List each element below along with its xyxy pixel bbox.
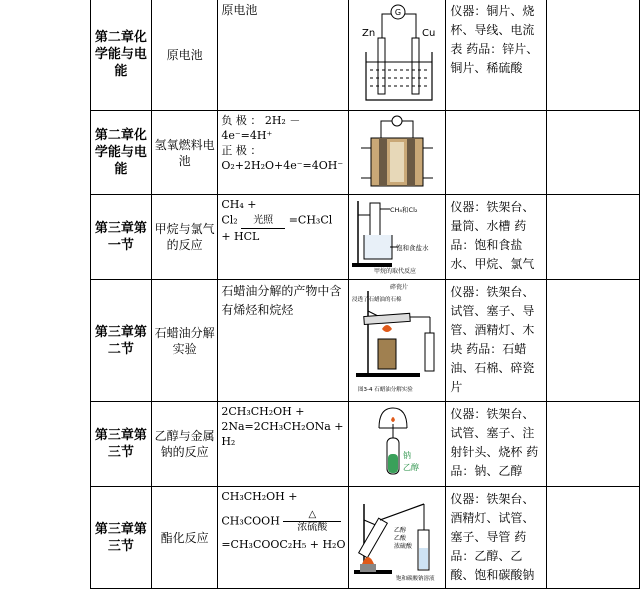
apparatus-image-cell bbox=[349, 195, 446, 280]
table-row bbox=[91, 280, 640, 402]
equation-cell bbox=[218, 487, 349, 589]
equation-cell bbox=[218, 0, 349, 111]
condition-text: 浓硫酸 bbox=[297, 522, 328, 533]
equation-line: 2Na=2CH₃CH₂ONa + bbox=[221, 420, 344, 433]
condition-text: 光照 bbox=[253, 215, 274, 226]
apparatus-image-cell bbox=[349, 487, 446, 589]
apparatus-image-cell bbox=[349, 111, 446, 195]
materials-cell bbox=[446, 111, 547, 195]
porcelain-label: 碎瓷片 bbox=[390, 283, 409, 291]
methane-chlorine-diagram bbox=[350, 195, 444, 275]
fuel-cell-diagram bbox=[357, 112, 437, 190]
topic-cell: 乙醇与金属钠的反应 bbox=[151, 402, 218, 487]
empty-cell bbox=[547, 195, 640, 280]
chapter-cell: 第二章化学能与电能 bbox=[91, 111, 152, 195]
equation-line: 石蜡油分解的产物中含有烯烃和烷烃 bbox=[221, 284, 342, 317]
galvanic-cell-diagram bbox=[352, 0, 442, 106]
acetic-acid-label: 乙酸 bbox=[394, 534, 407, 542]
experiment-table bbox=[90, 0, 640, 589]
equation-line: 正 极 ： bbox=[221, 144, 262, 157]
svg-text:G: G bbox=[395, 7, 402, 17]
reaction-condition bbox=[241, 212, 285, 229]
paraffin-cracking-diagram bbox=[350, 281, 444, 397]
equation-line bbox=[221, 212, 345, 229]
equation-line: 4e⁻=4H⁺ bbox=[221, 129, 273, 142]
chapter-cell: 第三章第一节 bbox=[91, 195, 152, 280]
equation-cell bbox=[218, 195, 349, 280]
diagram-caption: 甲烷的取代反应 bbox=[374, 268, 417, 275]
topic-cell: 氢氧燃料电池 bbox=[151, 111, 218, 195]
equation-product: =CH₃Cl bbox=[288, 213, 333, 227]
materials-cell: 仪器：铁架台、试管、塞子、注射针头、烧杯 药品：钠、乙醇 bbox=[446, 402, 547, 487]
materials-cell: 仪器：铁架台、量筒、水槽 药品：饱和食盐水、甲烷、氯气 bbox=[446, 195, 547, 280]
topic-cell: 石蜡油分解实验 bbox=[151, 280, 218, 402]
esterification-diagram bbox=[350, 490, 444, 582]
chapter-cell: 第三章第二节 bbox=[91, 280, 152, 402]
equation-line: + HCL bbox=[221, 230, 260, 243]
sulfuric-acid-label: 浓硫酸 bbox=[394, 542, 413, 550]
table-row bbox=[91, 111, 640, 195]
equation-reactant: CH₃COOH bbox=[221, 514, 280, 528]
cu-label: Cu bbox=[422, 27, 436, 39]
empty-cell bbox=[547, 111, 640, 195]
chapter-cell: 第二章化学能与电能 bbox=[91, 0, 152, 111]
equation-line: CH₄ + bbox=[221, 198, 257, 211]
topic-cell: 原电池 bbox=[151, 0, 218, 111]
ethanol-sodium-diagram bbox=[367, 402, 427, 482]
reaction-condition bbox=[283, 510, 341, 533]
gas-label: CH₄和Cl₂ bbox=[390, 206, 418, 214]
apparatus-image-cell bbox=[349, 402, 446, 487]
equation-cell bbox=[218, 402, 349, 487]
brine-label: 饱和食盐水 bbox=[396, 244, 429, 252]
equation-line: 负 极 ： 2H₂ － bbox=[221, 114, 301, 127]
topic-cell: 甲烷与氯气的反应 bbox=[151, 195, 218, 280]
equation-line: CH₃CH₂OH + bbox=[221, 490, 298, 503]
equation-line bbox=[221, 510, 345, 533]
ethanol-label: 乙醇 bbox=[403, 463, 420, 472]
equation-line: 原电池 bbox=[221, 3, 258, 17]
sodium-label: 钠 bbox=[403, 451, 412, 460]
carbonate-label: 饱和碳酸钠溶液 bbox=[396, 575, 435, 582]
materials-cell: 仪器：铁架台、酒精灯、试管、塞子、导管 药品：乙醇、乙酸、饱和碳酸钠 bbox=[446, 487, 547, 589]
empty-cell bbox=[547, 402, 640, 487]
equation-reactant: Cl₂ bbox=[221, 213, 238, 227]
equation-line: O₂+2H₂O+4e⁻=4OH⁻ bbox=[221, 159, 344, 172]
table-row bbox=[91, 0, 640, 111]
asbestos-label: 浸透了石蜡油的石棉 bbox=[352, 296, 402, 303]
condition-heat: △ bbox=[308, 509, 317, 520]
diagram-caption: 图3-4 石蜡油分解实验 bbox=[358, 386, 414, 393]
table-row bbox=[91, 195, 640, 280]
equation-line: H₂ bbox=[221, 435, 236, 448]
zn-label: Zn bbox=[362, 27, 376, 39]
materials-cell: 仪器：铜片、烧杯、导线、电流表 药品：锌片、铜片、稀硫酸 bbox=[446, 0, 547, 111]
materials-cell: 仪器：铁架台、试管、塞子、导管、酒精灯、木块 药品：石蜡油、石棉、碎瓷片 bbox=[446, 280, 547, 402]
equation-line: 2CH₃CH₂OH + bbox=[221, 405, 305, 418]
chapter-cell: 第三章第三节 bbox=[91, 402, 152, 487]
table-row bbox=[91, 402, 640, 487]
topic-cell: 酯化反应 bbox=[151, 487, 218, 589]
equation-cell bbox=[218, 111, 349, 195]
equation-cell bbox=[218, 280, 349, 402]
ethanol-label: 乙醇 bbox=[394, 526, 407, 534]
empty-cell bbox=[547, 487, 640, 589]
table-row bbox=[91, 487, 640, 589]
empty-cell bbox=[547, 0, 640, 111]
empty-cell bbox=[547, 280, 640, 402]
equation-line: =CH₃COOC₂H₅ + H₂O bbox=[221, 538, 346, 551]
apparatus-image-cell bbox=[349, 0, 446, 111]
chapter-cell: 第三章第三节 bbox=[91, 487, 152, 589]
apparatus-image-cell bbox=[349, 280, 446, 402]
